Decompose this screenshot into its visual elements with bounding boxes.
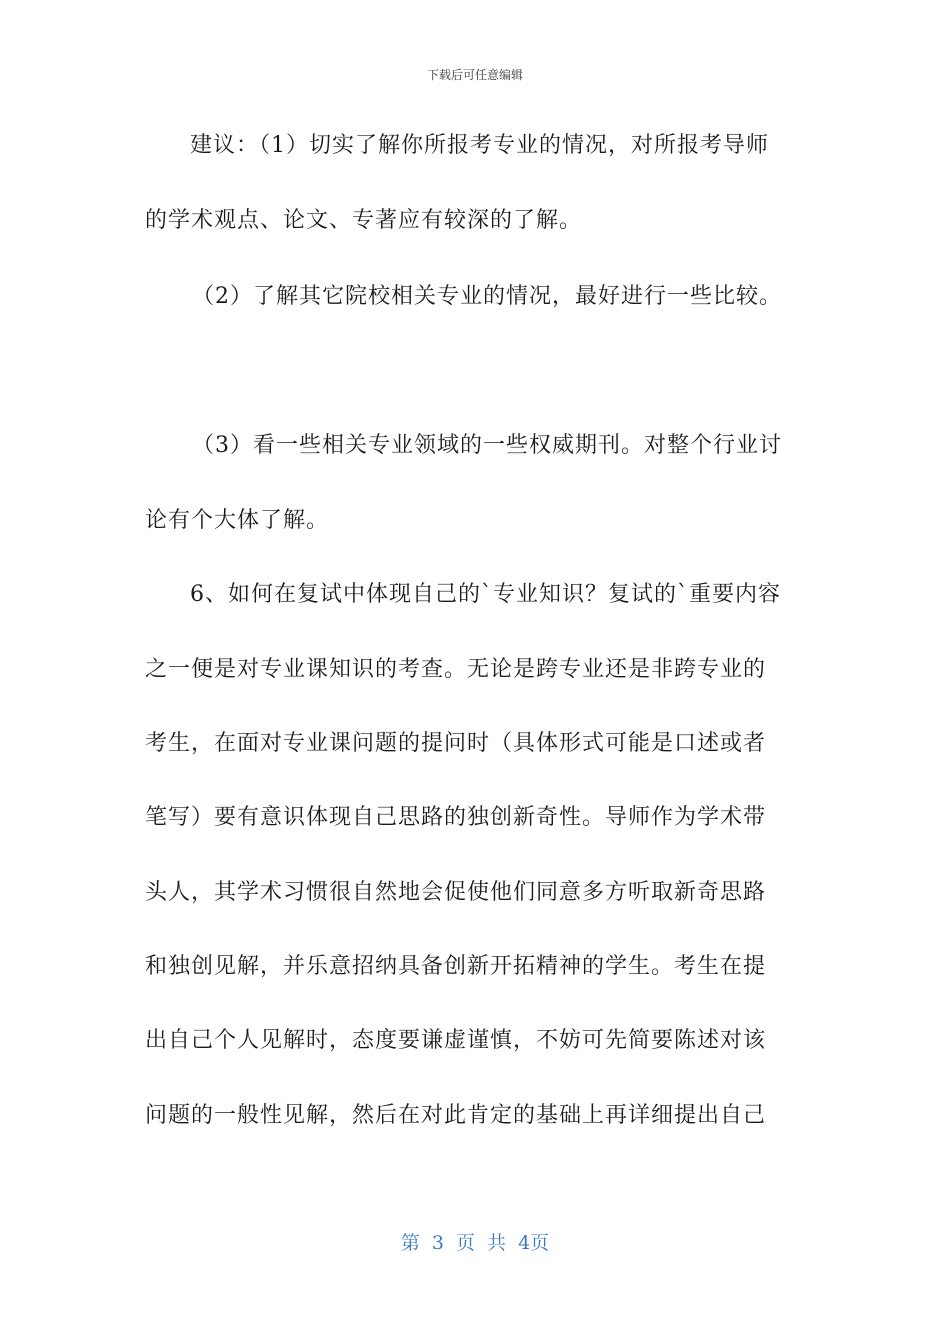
paragraph-line: 建议：（1）切实了解你所报考专业的情况，对所报考导师 [190, 133, 769, 158]
paragraph-line: 问题的一般性见解，然后在对此肯定的基础上再详细提出自己 [145, 1103, 767, 1128]
paragraph-line: 的学术观点、论文、专著应有较深的了解。 [145, 208, 583, 233]
page-header: 下载后可任意编辑 [426, 68, 523, 82]
paragraph-line: （2）了解其它院校相关专业的情况，最好进行一些比较。 [192, 284, 782, 309]
paragraph-line: 之一便是对专业课知识的考查。无论是跨专业还是非跨专业的 [145, 657, 767, 682]
paragraph-line: 论有个大体了解。 [145, 508, 330, 533]
paragraph-line: 考生，在面对专业课问题的提问时（具体形式可能是口述或者 [145, 731, 767, 756]
paragraph-line: 6、如何在复试中体现自己的`专业知识？复试的`重要内容 [190, 582, 781, 607]
paragraph-line: 头人，其学术习惯很自然地会促使他们同意多方听取新奇思路 [145, 880, 767, 905]
paragraph-line: 出自己个人见解时，态度要谦虚谨慎，不妨可先简要陈述对该 [145, 1028, 767, 1053]
paragraph-line: 笔写）要有意识体现自己思路的独创新奇性。导师作为学术带 [145, 805, 767, 830]
page-number: 第 3 页 共 4页 [400, 1232, 550, 1254]
paragraph-line: （3）看一些相关专业领域的一些权威期刊。对整个行业讨 [192, 433, 782, 458]
paragraph-line: 和独创见解，并乐意招纳具备创新开拓精神的学生。考生在提 [145, 954, 767, 979]
